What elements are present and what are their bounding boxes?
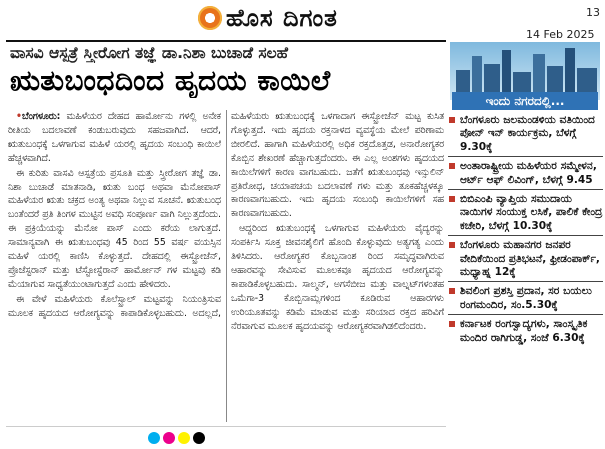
newspaper-logo (198, 3, 338, 33)
page-number: 13 (586, 6, 600, 19)
article-paragraph (8, 110, 221, 166)
publication-date: 14 Feb 2025 (526, 28, 595, 41)
article-kicker: ವಾಸವಿ ಆಸ್ಪತ್ರೆ ಸ್ತ್ರೀರೋಗ ತಜ್ಞೆ ಡಾ.ನಿಶಾ ಬುಚಾಡೆ ಸಲಹೆ (10, 44, 289, 62)
square-bullet-icon (449, 163, 455, 169)
list-item (448, 318, 603, 347)
masthead (0, 0, 605, 41)
article-paragraph: ಈ ವೇಳೆ ಮಹಿಳೆಯರು ಕೊಲೆಸ್ಟ್ರಾಲ್ ಮಟ್ಟವನ್ನು ನಿಯಂತ್ರಿಸುವ ಮೂಲಕ ಹೃದಯದ ಆರೋಗ್ಯವನ್ನು ಕಾಪಾಡಿಕೊಳ್ಳಬಹುದು. ಅದಲ್ಲದೆ, ಮಹಿಳೆಯರು ಋತುಬಂಧಕ್ಕೆ ಒಳಗಾದಾಗ ಈಸ್ಟ್ರೋಜೆನ್ ಮಟ್ಟ ಕುಸಿತ ಗೊಳ್ಳುತ್ತದೆ. ಇದು ಹೃದಯ ರಕ್ತನಾಳದ ವ್ಯವಸ್ಥೆಯ ಮೇಲೆ ಪರಿಣಾಮ ಬೀರಲಿದೆ. ಹಾಗಾಗಿ ಮಹಿಳೆಯರಲ್ಲಿ ಅಧಿಕ ರಕ್ತದೊತ್ತಡ, ಅನಾರೋಗ್ಯಕರ ಕೊಬ್ಬಿನ ಶೇಖರಣೆ ಹೆಚ್ಚಾಗುತ್ತದೆಂದರು. ಈ ಎಲ್ಲ ಅಂಶಗಳು ಹೃದಯದ ಕಾಯಿಲೆಗಳಿಗೆ ಕಾರಣ ವಾಗಬಹುದು. ಜತೆಗೆ ಋತುಬಂಧವು ಇನ್ಸುಲಿನ್ ಪ್ರತಿರೋಧ, ಚಯಾಪಚಯ ಬದಲಾವಣೆ ಗಳು ಮತ್ತು ತೂಕಹೆಚ್ಚಳಕ್ಕೂ ಕಾರಣವಾಗಬಹುದು. ಇದು ಹೃದಯ ಸಂಬಂಧಿ ಕಾಯಿಲೆಗಳಿಗೆ ಸಹ ಕಾರಣವಾಗಬಹುದು. (8, 111, 444, 319)
sun-logo-icon (198, 6, 222, 30)
sidebar-header: ಇಂದು ನಗರದಲ್ಲಿ... (452, 92, 598, 110)
article-body (8, 110, 444, 422)
square-bullet-icon (449, 242, 455, 248)
event-list (448, 114, 603, 350)
article-headline: ಋತುಬಂಧದಿಂದ ಹೃದಯ ಕಾಯಿಲೆ (10, 64, 331, 97)
article-paragraph: ಈ ಕುರಿತು ವಾಸವಿ ಆಸ್ಪತ್ರೆಯ ಪ್ರಸೂತಿ ಮತ್ತು ಸ್ತ್ರೀರೋಗ ತಜ್ಞೆ ಡಾ. ನಿಶಾ ಬುಚಾಡೆ ಮಾತನಾಡಿ, ಋತು ಬಂಧ ಅಥವಾ ಮೆನೋಪಾಸ್ ಮಹಿಳೆಯರ ಋತು ಚಕ್ರದ ಅಂತ್ಯ ಅಥವಾ ನಿಲ್ಲುವ ಸೂಚನೆ. ಋತುಬಂಧ ಬಂತೆಂದರೆ ಪ್ರತಿ ತಿಂಗಳ ಮುಟ್ಟಿನ ಅವಧಿ ಸಂಪೂರ್ಣ ವಾಗಿ ನಿಲ್ಲುತ್ತದೆಂದು. ಈ ಪ್ರಕ್ರಿಯೆಯನ್ನು ಮೆನೋ ಪಾಸ್ ಎಂದು ಕರೆಯ ಲಾಗುತ್ತದೆ. ಸಾಮಾನ್ಯವಾಗಿ ಈ ಋತುಬಂಧವು 45 ರಿಂದ 55 ವರ್ಷ ವಯಸ್ಸಿನ ಮಹಿಳೆ ಯರಲ್ಲಿ ಕಾಣಿಸಿ ಕೊಳ್ಳುತ್ತದೆ. ದೇಹದಲ್ಲಿ ಈಸ್ಟ್ರೋಜೆನ್, ಪ್ರೊಜೆಸ್ಟರಾನ್ ಮತ್ತು ಟೆಸ್ಟೋಸ್ಟೆರಾನ್ ಹಾರ್ಮೋನ್ ಗಳ ಮಟ್ಟವು ಕಡಿ ಮೆಯಾಗುವ ಸಾಧ್ಯತೆಯುಂಟಾಗುತ್ತದೆ ಎಂದು ಹೇಳಿದರು. (8, 167, 221, 290)
square-bullet-icon (449, 196, 455, 202)
article-dateline: ಬೆಂಗಳೂರು: (21, 111, 61, 122)
list-item (448, 285, 603, 315)
event-text: ಕರ್ನಾಟಕ ರಂಗಸ್ವಾದ್ಯಗಳು, ಸಾಂಸ್ಕೃತಿಕ ಮಂದಿರ ರಾಗಿಗುಡ್ಡ, ಸಂಜೆ 6.30ಕ್ಕೆ (460, 318, 588, 344)
list-item (448, 193, 603, 236)
newspaper-title: ಹೊಸ ದಿಗಂತ (226, 4, 338, 32)
divider (6, 40, 446, 42)
square-bullet-icon (449, 117, 455, 123)
square-bullet-icon (449, 321, 455, 327)
print-registration-marks (148, 432, 205, 444)
cyan-dot-icon (148, 432, 160, 444)
event-text: ಶಿವಲಿಂಗ ಪ್ರಶಸ್ತಿ ಪ್ರದಾನ, ಸರ ಬಯಲು ರಂಗಮಂದಿರ, ಸಂ.5.30ಕ್ಕೆ (460, 285, 592, 311)
black-dot-icon (193, 432, 205, 444)
event-text: ಬಿಬಿಎಂಪಿ ವ್ಯಾಪ್ತಿಯ ಸಮುದಾಯ ನಾಯಿಗಳ ಸಂಯುಕ್ತ ಲಸಿಕೆ, ಪಾಲಿಕೆ ಕೇಂದ್ರ ಕಚೇರಿ, ಬೆಳಗ್ಗೆ 10.30ಕ್ಕೆ (460, 193, 603, 232)
square-bullet-icon (449, 288, 455, 294)
event-text: ಬೆಂಗಳೂರು ಮಹಾನಗರ ಜನಪರ ವೇದಿಕೆಯಿಂದ ಪ್ರತಿಭಟನೆ, ಫ್ರೀಡಂಪಾರ್ಕ್, ಮಧ್ಯಾಹ್ನ 12ಕ್ಕೆ (460, 239, 600, 279)
list-item (448, 239, 603, 282)
bullet-icon: • (16, 111, 22, 122)
magenta-dot-icon (163, 432, 175, 444)
event-text: ಅಂತಾರಾಷ್ಟ್ರೀಯ ಮಹಿಳೆಯರ ಸಮ್ಮೇಳನ, ಆರ್ಟ್ ಆಫ್ ಲಿವಿಂಗ್, ಬೆಳಗ್ಗೆ 9.45 (460, 160, 597, 186)
city-events-sidebar (446, 42, 605, 432)
paragraph-text: ಮಹಿಳೆಯರ ದೇಹದ ಹಾರ್ಮೋನು ಗಳಲ್ಲಿ ಅನೇಕ ರೀತಿಯ ಬದಲಾವಣೆ ಕಂಡುಬರುವುದು ಸಹಜವಾಗಿದೆ. ಆದರೆ, ಋತುಬಂಧಕ್ಕೆ ಒಳಗಾಗುವ ಮಹಿಳೆ ಯರಲ್ಲಿ ಹೃದಯ ಸಂಬಂಧಿ ಕಾಯಿಲೆ ಹೆಚ್ಚಳವಾಗಿದೆ. (8, 111, 221, 164)
divider (6, 426, 446, 427)
yellow-dot-icon (178, 432, 190, 444)
list-item (448, 160, 603, 190)
event-text: ಬೆಂಗಳೂರು ಜಲಮಂಡಳಿಯ ವತಿಯಿಂದ ಪೋನ್ ಇನ್ ಕಾರ್ಯಕ್ರಮ, ಬೆಳಗ್ಗೆ 9.30ಕ್ಕೆ (460, 114, 595, 153)
article-paragraph: ಆದ್ದರಿಂದ ಋತುಬಂಧಕ್ಕೆ ಒಳಗಾಗುವ ಮಹಿಳೆಯರು ವೈದ್ಯರನ್ನು ಸಂಪರ್ಕಿಸಿ ಸೂಕ್ತ ಜೀವನಶೈಲಿಗೆ ಹೊಂದಿ ಕೊಳ್ಳುವುದು ಅತ್ಯಗತ್ಯ ಎಂದು ತಿಳಿಸಿದರು. ಆರೋಗ್ಯಕರ ಕೊಬ್ಬನಾಂಶ ರಿಂದ ಸಮೃದ್ಧವಾಗಿರುವ ಆಹಾರವನ್ನು ಸೇವಿಸುವ ಮೂಲಕವೂ ಹೃದಯದ ಆರೋಗ್ಯವನ್ನು ಕಾಪಾಡಿಕೊಳ್ಳಬಹುದು. ಸಾಲ್ಮನ್, ಅಗಸೆಬೀಜ ಮತ್ತು ವಾಲ್ನಟ್‌ಗಳಂತಹ ಒಮೆಗಾ-3 ಕೊಬ್ಬಿನಾಮ್ಲಗಳಿಂದ ಕೂಡಿರುವ ಆಹಾರಗಳು ಉರಿಯೂತವನ್ನು ಕಡಿಮೆ ಮಾಡುವ ಮತ್ತು ಸರಿಯಾದ ರಕ್ತದ ಹರಿವಿಗೆ ನೆರವಾಗುವ ಮೂಲಕ ಹೃದಯವನ್ನು ಆರೋಗ್ಯಕರವಾಗಿಡಲಿದೆಂದರು. (231, 223, 444, 332)
list-item (448, 114, 603, 157)
